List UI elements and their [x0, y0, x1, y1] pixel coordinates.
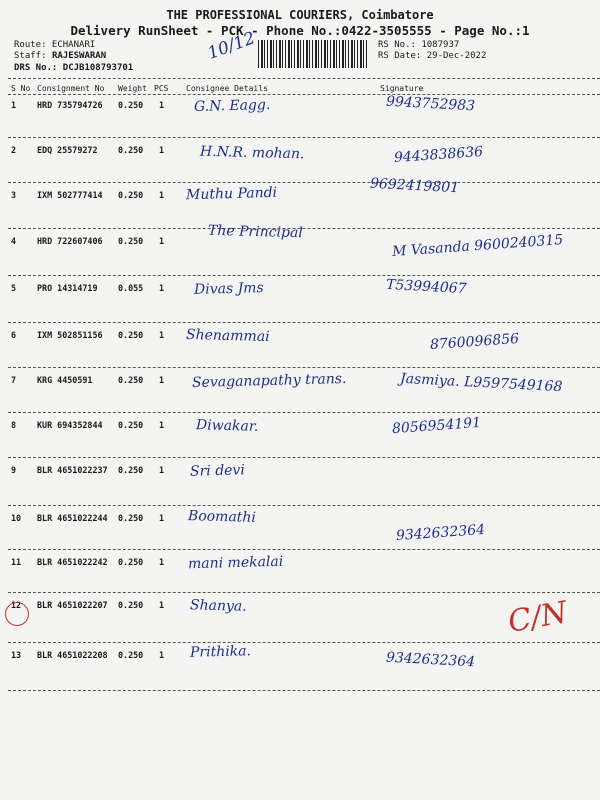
row-weight: 0.250: [118, 100, 144, 110]
runsheet-title: Delivery RunSheet - PCK - Phone No.:0422-3505555 - Page No.:1: [70, 23, 530, 38]
row-pcs: 1: [159, 557, 165, 567]
row-consignment-no: PRO 14314719: [37, 283, 98, 293]
row-pcs: 1: [159, 650, 165, 660]
row-divider: [8, 505, 600, 506]
row-pcs: 1: [159, 375, 165, 385]
row-weight: 0.250: [118, 330, 144, 340]
row-consignee: Sevaganapathy trans.: [191, 370, 347, 392]
row-sno: 13: [11, 650, 22, 660]
row-weight: 0.055: [118, 283, 144, 293]
row-sno: 9: [11, 465, 17, 475]
row-consignment-no: IXM 502851156: [37, 330, 103, 340]
header-divider-bottom: [8, 94, 600, 95]
header-divider-top: [8, 78, 600, 79]
handwritten-count-note: 10/12: [205, 28, 258, 64]
row-consignee: H.N.R. mohan.: [199, 143, 305, 163]
row-weight: 0.250: [118, 236, 144, 246]
row-weight: 0.250: [118, 190, 144, 200]
row-pcs: 1: [159, 420, 165, 430]
row-12-circle-mark: [5, 602, 29, 626]
row-consignment-no: EDQ 25579272: [37, 145, 98, 155]
company-title: THE PROFESSIONAL COURIERS, Coimbatore: [166, 8, 434, 22]
row-divider: [8, 228, 600, 229]
row-sno: 7: [11, 375, 17, 385]
row-pcs: 1: [159, 465, 165, 475]
row-pcs: 1: [159, 190, 165, 200]
row-consignment-no: BLR 4651022208: [37, 650, 108, 660]
row-signature: 9692419801: [369, 175, 460, 197]
row-divider: [8, 275, 600, 276]
row-consignment-no: BLR 4651022237: [37, 465, 108, 475]
row-signature: 9943752983: [385, 93, 476, 115]
row-weight: 0.250: [118, 513, 144, 523]
staff-line: [14, 51, 106, 61]
row-divider: [8, 137, 600, 138]
row-signature: M Vasanda 9600240315: [391, 232, 564, 260]
row-divider: [8, 549, 600, 550]
row-weight: 0.250: [118, 600, 144, 610]
row-signature: T53994067: [385, 276, 467, 298]
row-pcs: 1: [159, 513, 165, 523]
row-consignee: G.N. Eagg.: [193, 97, 271, 115]
row-divider: [8, 642, 600, 643]
col-weight: Weight: [118, 84, 147, 93]
col-pcs: PCS: [154, 84, 169, 93]
row-weight: 0.250: [118, 420, 144, 430]
col-signature: Signature: [380, 84, 424, 93]
row-consignee: Diwakar.: [195, 417, 259, 435]
row-consignee: Divas Jms: [193, 280, 264, 298]
col-sno: S No: [11, 84, 31, 93]
row-consignment-no: HRD 722607406: [37, 236, 103, 246]
row-consignee: Shenammai: [185, 326, 270, 346]
row-sno: 11: [11, 557, 22, 567]
row-weight: 0.250: [118, 145, 144, 155]
staff-label: Staff:: [14, 51, 47, 61]
row-divider: [8, 457, 600, 458]
row-sno: 4: [11, 236, 17, 246]
row-signature: 8056954191: [391, 414, 482, 438]
rs-date: RS Date: 29-Dec-2022: [378, 51, 487, 61]
row-consignment-no: BLR 4651022207: [37, 600, 108, 610]
staff-name: RAJESWARAN: [51, 51, 107, 61]
row-pcs: 1: [159, 330, 165, 340]
row-divider: [8, 690, 600, 691]
barcode-image: [258, 40, 368, 68]
row-signature: 9342632364: [395, 521, 486, 545]
col-consignment: Consignment No: [37, 84, 105, 93]
row-consignee: Prithika.: [189, 643, 252, 661]
row-consignment-no: BLR 4651022244: [37, 513, 108, 523]
row-pcs: 1: [159, 283, 165, 293]
cn-mark: C/N: [505, 595, 570, 640]
drs-line: [14, 63, 133, 73]
row-consignee: Muthu Pandi: [185, 184, 278, 204]
row-divider: [8, 592, 600, 593]
row-divider: [8, 182, 600, 183]
row-divider: [8, 367, 600, 368]
row-sno: 5: [11, 283, 17, 293]
row-pcs: 1: [159, 100, 165, 110]
col-consignee: Consignee Details: [186, 84, 268, 93]
row-sno: 3: [11, 190, 17, 200]
row-consignment-no: KUR 694352844: [37, 420, 103, 430]
row-consignee: Shanya.: [189, 597, 247, 615]
drs-label: DRS No.:: [14, 63, 58, 73]
row-signature: 9342632364: [385, 649, 476, 671]
row-consignment-no: KRG 4450591: [37, 375, 93, 385]
row-consignee: Boomathi: [187, 508, 257, 526]
row-sno: 6: [11, 330, 17, 340]
row-consignee: The Principal: [207, 222, 304, 242]
row-pcs: 1: [159, 600, 165, 610]
row-consignment-no: IXM 502777414: [37, 190, 103, 200]
row-weight: 0.250: [118, 465, 144, 475]
row-weight: 0.250: [118, 557, 144, 567]
row-weight: 0.250: [118, 375, 144, 385]
row-consignee: Sri devi: [189, 462, 246, 480]
drs-number: DCJB108793701: [62, 63, 134, 73]
row-consignment-no: BLR 4651022242: [37, 557, 108, 567]
row-sno: 8: [11, 420, 17, 430]
row-pcs: 1: [159, 236, 165, 246]
row-divider: [8, 412, 600, 413]
row-signature: 8760096856: [429, 330, 520, 354]
rs-number: RS No.: 1087937: [378, 40, 460, 50]
row-sno: 1: [11, 100, 17, 110]
row-consignee: mani mekalai: [187, 553, 284, 573]
row-sno: 12: [11, 600, 22, 610]
row-signature: 9443838636: [393, 143, 484, 167]
route-text: Route: ECHANARI: [14, 40, 96, 50]
row-divider: [8, 322, 600, 323]
row-pcs: 1: [159, 145, 165, 155]
row-consignment-no: HRD 735794726: [37, 100, 103, 110]
row-weight: 0.250: [118, 650, 144, 660]
row-sno: 10: [11, 513, 22, 523]
row-sno: 2: [11, 145, 17, 155]
row-signature: Jasmiya. L9597549168: [399, 370, 563, 396]
